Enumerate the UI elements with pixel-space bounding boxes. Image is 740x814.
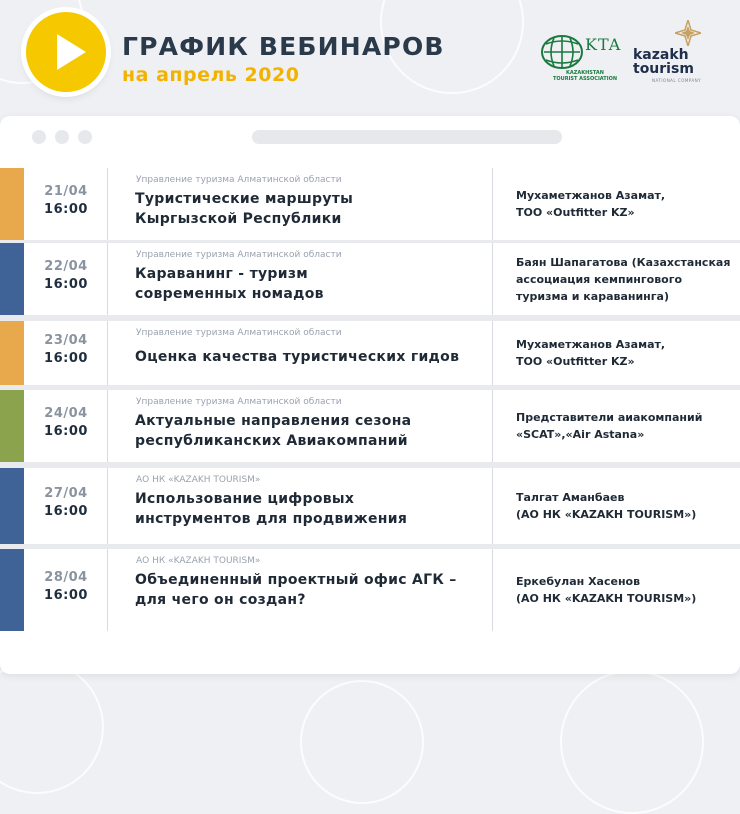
webinar-topic: Актуальные направления сезона республиканских Авиакомпаний [135,413,412,449]
webinar-time: 16:00 [44,351,88,366]
column-divider [107,549,108,631]
webinar-date: 23/04 [44,333,88,348]
row-color-stripe [0,243,24,315]
webinar-organizer: Управление туризма Алматинской области [136,250,342,260]
webinar-speaker: Мухаметжанов Азамат, ТОО «Outfitter KZ» [516,338,666,368]
webinar-date: 24/04 [44,406,88,421]
column-divider [492,390,493,462]
webinar-speaker: Мухаметжанов Азамат, ТОО «Outfitter KZ» [516,189,666,219]
webinar-organizer: Управление туризма Алматинской области [136,175,342,185]
webinar-time: 16:00 [44,277,88,292]
webinar-topic: Использование цифровых инструментов для продвижения [135,491,408,527]
webinar-time: 16:00 [44,504,88,519]
webinar-organizer: Управление туризма Алматинской области [136,397,342,407]
background-ornament [300,680,424,804]
webinar-row [0,390,740,462]
background-ornament [0,660,104,794]
webinar-date: 27/04 [44,486,88,501]
column-divider [492,243,493,315]
window-dot [55,130,69,144]
play-button[interactable] [26,12,106,92]
column-divider [107,243,108,315]
column-divider [492,168,493,240]
webinar-date: 22/04 [44,259,88,274]
header [0,0,740,115]
webinar-speaker: Еркебулан Хасенов (АО НК «KAZAKH TOURISM») [516,575,697,605]
play-icon [26,12,106,92]
column-divider [107,321,108,385]
column-divider [492,549,493,631]
window-dot [32,130,46,144]
webinar-organizer: Управление туризма Алматинской области [136,328,342,338]
webinar-row [0,321,740,385]
row-color-stripe [0,549,24,631]
window-dot [78,130,92,144]
page-subtitle: на апрель 2020 [122,64,300,86]
webinar-date: 28/04 [44,570,88,585]
webinar-speaker: Представители аиакомпаний «SCAT»,«Air Astana» [516,411,703,441]
webinar-topic: Караванинг - туризм современных номадов [135,266,324,302]
kta-logo-text: KTA [585,35,622,54]
row-color-stripe [0,321,24,385]
webinar-speaker: Баян Шапагатова (Казахстанская ассоциация кемпингового туризма и караванинга) [516,255,731,303]
webinar-topic: Оценка качества туристических гидов [135,349,460,365]
row-color-stripe [0,168,24,240]
webinar-time: 16:00 [44,588,88,603]
webinar-speaker: Талгат Аманбаев (АО НК «KAZAKH TOURISM») [516,491,697,521]
webinar-time: 16:00 [44,202,88,217]
webinar-time: 16:00 [44,424,88,439]
webinar-topic: Туристические маршруты Кыргызской Республики [135,191,354,227]
background-ornament [560,670,704,814]
webinar-organizer: АО НК «KAZAKH TOURISM» [136,556,261,566]
webinar-row [0,243,740,315]
webinar-row [0,549,740,631]
column-divider [492,321,493,385]
webinar-row [0,168,740,240]
kazakh-tourism-logo-text: kazakh tourism [633,47,694,77]
column-divider [492,468,493,544]
kazakh-tourism-star-icon [675,20,701,46]
webinar-topic: Объединенный проектный офис АГК – для чего он создан? [135,572,457,608]
row-color-stripe [0,468,24,544]
page-title: ГРАФИК ВЕБИНАРОВ [122,32,445,61]
address-bar [252,130,562,144]
column-divider [107,468,108,544]
column-divider [107,390,108,462]
webinar-organizer: АО НК «KAZAKH TOURISM» [136,475,261,485]
row-color-stripe [0,390,24,462]
webinar-date: 21/04 [44,184,88,199]
kta-logo-subtitle: KAZAKHSTAN TOURIST ASSOCIATION [553,70,617,82]
column-divider [107,168,108,240]
kazakh-tourism-logo-subtitle: NATIONAL COMPANY [652,78,702,83]
webinar-row [0,468,740,544]
